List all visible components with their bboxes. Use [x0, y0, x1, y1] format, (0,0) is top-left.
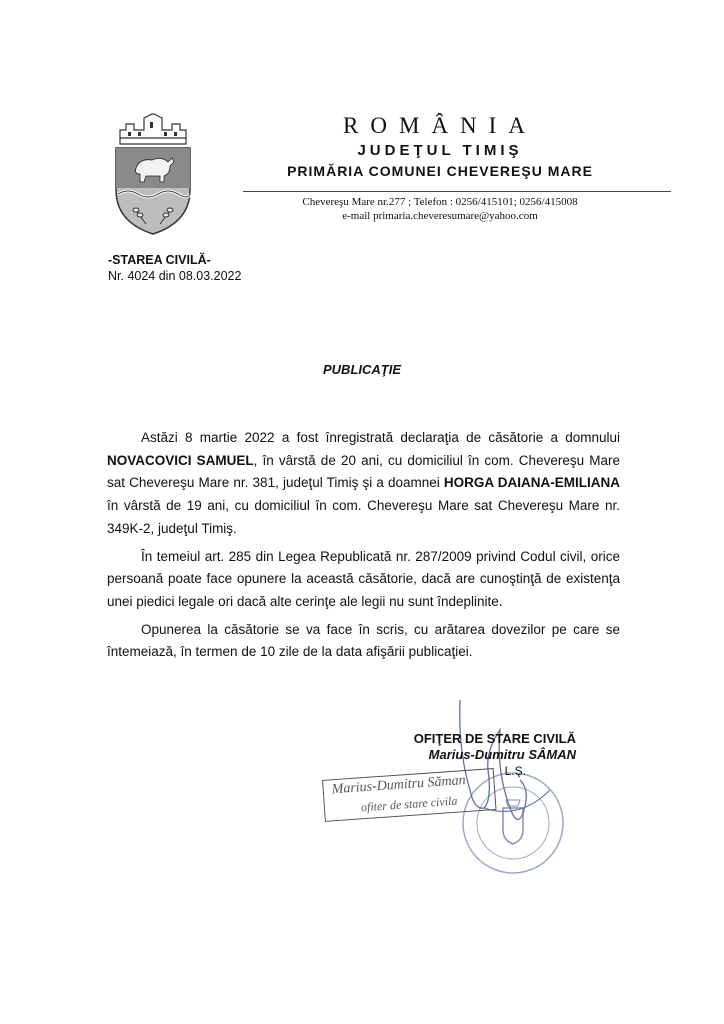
p1-text-3: în vârstă de 19 ani, cu domiciliul în com. Chevereşu Mare sat Chevereşu Mare nr. 349K-2, judeţul Timiş. — [107, 498, 620, 536]
department-block — [108, 252, 241, 284]
contact-block — [200, 195, 680, 223]
header-divider — [243, 191, 671, 192]
department-name: -STAREA CIVILĂ- — [108, 253, 211, 267]
county-heading: JUDEŢUL TIMIŞ — [357, 142, 523, 159]
paragraph-3: Opunerea la căsătorie se va face în scris, cu arătarea dovezilor pe care se întemeiază, în termen de 10 zile de la data afişării publicaţiei. — [107, 621, 620, 660]
stamp-name: Marius-Dumitru Săman — [331, 773, 467, 798]
office-heading: PRIMĂRIA COMUNEI CHEVEREŞU MARE — [287, 163, 593, 179]
registration-number: Nr. 4024 din 08.03.2022 — [108, 269, 242, 283]
coat-of-arms-icon — [110, 110, 196, 238]
document-body — [107, 427, 620, 669]
address-line: Chevereşu Mare nr.277 ; Telefon : 0256/415101; 0256/415008 — [302, 196, 578, 208]
email-line: e-mail primaria.cheveresumare@yahoo.com — [342, 210, 538, 222]
groom-name: NOVACOVICI SAMUEL — [107, 452, 254, 468]
locus-sigilli: L.Ş. — [504, 764, 526, 778]
bride-name: HORGA DAIANA-EMILIANA — [443, 475, 620, 491]
signer-name: Marius-Dumitru SÂMAN — [428, 747, 576, 762]
p1-text-1: Astăzi 8 martie 2022 a fost înregistrată declaraţia de căsătorie a domnului — [141, 430, 620, 445]
country-heading: ROMÂNIA — [343, 113, 537, 138]
paragraph-2: În temeiul art. 285 din Legea Republicată nr. 287/2009 privind Codul civil, orice persoană poate face opunere la această căsătorie, dacă are cunoştinţă de existenţa unei piedici legale ori dacă alte cerinţe ale legii nu sunt îndeplinite. — [107, 548, 620, 609]
stamp-role: ofiter de stare civila — [360, 793, 458, 815]
paragraph-1 — [107, 427, 620, 541]
signer-role: OFIŢER DE STARE CIVILĂ — [413, 731, 576, 746]
document-title: PUBLICAŢIE — [323, 362, 401, 377]
p1-text-2: , în vârstă de 20 ani, cu domiciliul în com. Chevereşu Mare sat Chevereşu Mare nr. 381, judeţul Timiş şi a doamnei — [107, 452, 620, 491]
